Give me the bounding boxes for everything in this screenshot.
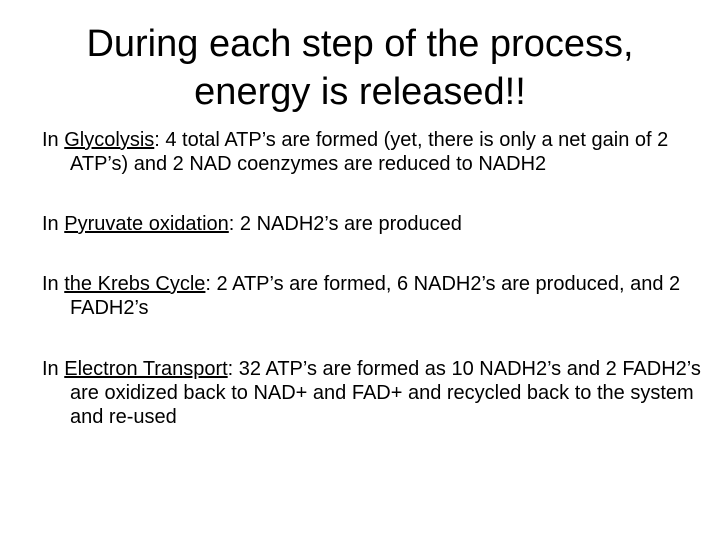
term-pyruvate-oxidation: Pyruvate oxidation — [64, 213, 229, 235]
term-electron-transport: Electron Transport — [64, 358, 228, 380]
paragraph-body: : 4 total ATP’s are formed (yet, there is only a net gain of 2 ATP’s) and 2 NAD coenzymes are reduced to NADH2 — [70, 129, 669, 175]
paragraph-electron-transport — [42, 357, 702, 429]
term-krebs-cycle: the Krebs Cycle — [64, 273, 206, 295]
slide-title — [20, 20, 700, 116]
paragraph-pyruvate-oxidation — [42, 212, 702, 236]
paragraph-prefix: In — [42, 273, 65, 295]
paragraph-prefix: In — [42, 358, 65, 380]
paragraph-prefix: In — [42, 213, 65, 235]
title-line-2: energy is released!! — [194, 71, 526, 113]
title-line-1: During each step of the process, — [86, 23, 634, 65]
paragraph-glycolysis — [42, 128, 702, 176]
term-glycolysis: Glycolysis — [64, 129, 155, 151]
paragraph-body: : 2 NADH2’s are produced — [228, 213, 462, 235]
paragraph-prefix: In — [42, 129, 65, 151]
paragraph-body: : 2 ATP’s are formed, 6 NADH2’s are produced, and 2 FADH2’s — [70, 273, 681, 319]
paragraph-body: : 32 ATP’s are formed as 10 NADH2’s and 2 FADH2’s are oxidized back to NAD+ and FAD+ and recycled back to the system and re-used — [70, 358, 701, 428]
paragraph-krebs-cycle — [42, 272, 702, 320]
content-body — [42, 128, 702, 429]
